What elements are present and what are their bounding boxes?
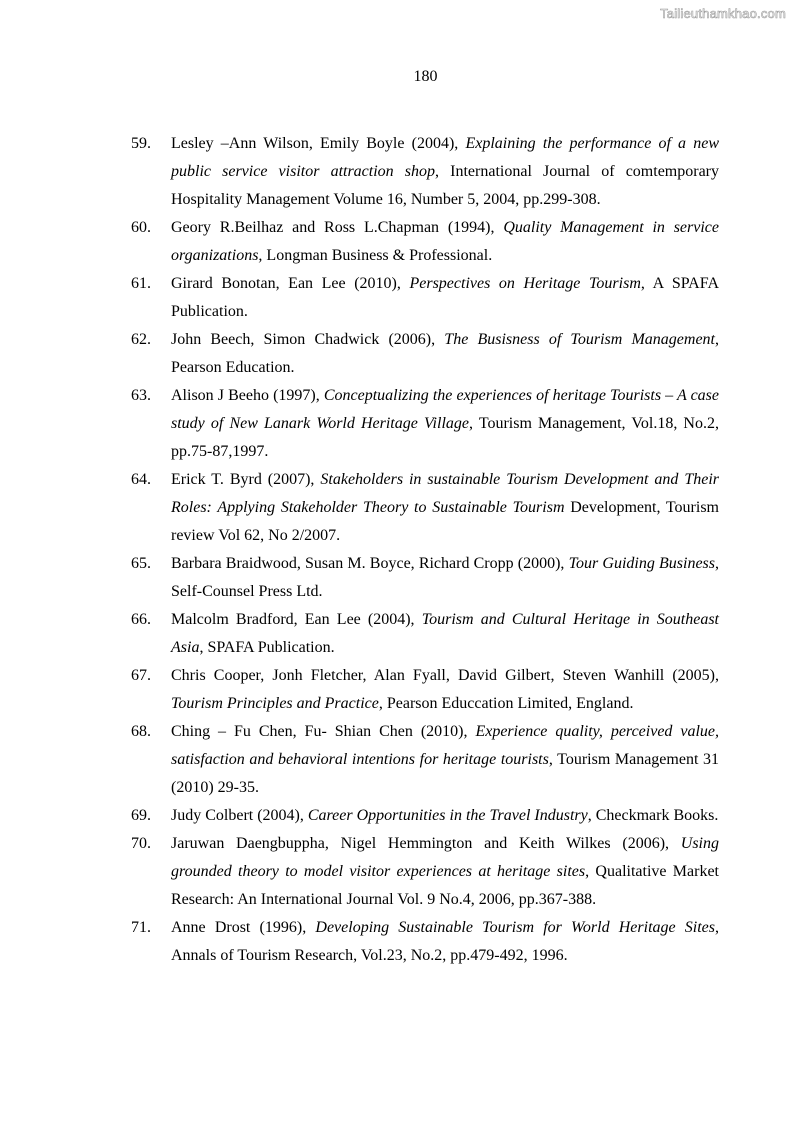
reference-text xyxy=(171,135,719,208)
reference-text xyxy=(171,807,718,824)
reference-number: 71. xyxy=(131,919,151,936)
reference-segment: Ching – Fu Chen, Fu- Shian Chen (2010), xyxy=(171,723,476,740)
reference-item xyxy=(131,270,719,326)
reference-item xyxy=(131,382,719,466)
reference-item xyxy=(131,550,719,606)
reference-title: The Busisness of Tourism Management xyxy=(444,331,715,348)
reference-list xyxy=(131,130,719,970)
reference-item xyxy=(131,830,719,914)
watermark: Tailieuthamkhao.com xyxy=(660,6,786,21)
reference-title: Conceptualizing the experiences of heritage Tourists – A case study of New Lanark World Heritage Village xyxy=(171,387,719,432)
reference-title: Experience quality, perceived value, satisfaction and behavioral intentions for heritage tourists xyxy=(171,723,720,768)
reference-number: 70. xyxy=(131,835,151,852)
reference-title: Tour Guiding Business xyxy=(568,555,715,572)
reference-title: Stakeholders in sustainable Tourism Development and Their Roles: Applying Stakeholder Theory to Sustainable Tourism xyxy=(171,471,719,516)
reference-title: Tourism and Cultural Heritage in Southeast Asia xyxy=(171,611,720,656)
reference-segment: Development, Tourism review Vol 62, No 2/2007. xyxy=(171,499,719,544)
reference-segment: Alison J Beeho (1997), xyxy=(171,387,324,404)
reference-item xyxy=(131,662,719,718)
reference-text xyxy=(171,387,719,460)
reference-segment: , Self-Counsel Press Ltd. xyxy=(171,555,719,600)
reference-item xyxy=(131,326,719,382)
reference-segment: , SPAFA Publication. xyxy=(199,639,335,656)
reference-number: 69. xyxy=(131,807,151,824)
reference-segment: , Pearson Education. xyxy=(171,331,719,376)
reference-number: 68. xyxy=(131,723,151,740)
reference-item xyxy=(131,130,719,214)
reference-segment: Malcolm Bradford, Ean Lee (2004), xyxy=(171,611,422,628)
reference-title: Perspectives on Heritage Tourism xyxy=(409,275,641,292)
reference-segment: Geory R.Beilhaz and Ross L.Chapman (1994), xyxy=(171,219,504,236)
page-number: 180 xyxy=(413,68,438,85)
reference-number: 66. xyxy=(131,611,151,628)
reference-segment: , Checkmark Books. xyxy=(587,807,719,824)
reference-segment: , Tourism Management 31 (2010) 29-35. xyxy=(171,751,719,796)
reference-segment: , Annals of Tourism Research, Vol.23, No.2, pp.479-492, 1996. xyxy=(171,919,720,964)
reference-item xyxy=(131,214,719,270)
reference-item xyxy=(131,606,719,662)
reference-item xyxy=(131,466,719,550)
reference-title: Career Opportunities in the Travel Industry xyxy=(307,807,588,824)
reference-text xyxy=(171,471,719,544)
reference-segment: , Pearson Educcation Limited, England. xyxy=(378,695,634,712)
reference-title: Developing Sustainable Tourism for World Heritage Sites xyxy=(315,919,716,936)
reference-segment: Erick T. Byrd (2007), xyxy=(171,471,321,488)
reference-segment: , Qualitative Market Research: An International Journal Vol. 9 No.4, 2006, pp.367-388. xyxy=(171,863,720,908)
reference-item xyxy=(131,914,719,970)
reference-segment: , A SPAFA Publication. xyxy=(171,275,720,320)
reference-text xyxy=(171,667,719,712)
reference-item xyxy=(131,802,719,830)
reference-number: 63. xyxy=(131,387,151,404)
reference-segment: Jaruwan Daengbuppha, Nigel Hemmington and Keith Wilkes (2006), xyxy=(171,835,681,852)
reference-title: Explaining the performance of a new public service visitor attraction shop xyxy=(171,135,719,180)
reference-segment: , International Journal of comtemporary Hospitality Management Volume 16, Number 5, 2004, pp.299-308. xyxy=(171,163,719,208)
reference-text xyxy=(171,919,719,964)
reference-number: 60. xyxy=(131,219,151,236)
reference-number: 61. xyxy=(131,275,151,292)
reference-segment: Anne Drost (1996), xyxy=(171,919,316,936)
reference-text xyxy=(171,331,719,376)
reference-segment: John Beech, Simon Chadwick (2006), xyxy=(171,331,445,348)
reference-number: 67. xyxy=(131,667,151,684)
reference-segment: Chris Cooper, Jonh Fletcher, Alan Fyall, David Gilbert, Steven Wanhill (2005), xyxy=(171,667,719,684)
reference-number: 59. xyxy=(131,135,151,152)
reference-item xyxy=(131,718,719,802)
reference-segment: , Tourism Management, Vol.18, No.2, pp.75-87,1997. xyxy=(171,415,719,460)
reference-title: Quality Management in service organizations, xyxy=(171,219,719,264)
reference-segment: Longman Business & Professional. xyxy=(262,247,493,264)
reference-text xyxy=(171,219,719,264)
reference-segment: Barbara Braidwood, Susan M. Boyce, Richard Cropp (2000), xyxy=(171,555,569,572)
reference-text xyxy=(171,611,719,656)
reference-segment: Girard Bonotan, Ean Lee (2010), xyxy=(171,275,410,292)
reference-number: 64. xyxy=(131,471,151,488)
reference-text xyxy=(171,723,719,796)
reference-segment: Judy Colbert (2004), xyxy=(171,807,308,824)
reference-text xyxy=(171,555,719,600)
reference-number: 65. xyxy=(131,555,151,572)
reference-number: 62. xyxy=(131,331,151,348)
reference-title: Tourism Principles and Practice xyxy=(171,695,379,712)
reference-segment: Lesley –Ann Wilson, Emily Boyle (2004), xyxy=(171,135,466,152)
reference-text xyxy=(171,835,719,908)
reference-title: Using grounded theory to model visitor experiences at heritage sites xyxy=(171,835,719,880)
reference-text xyxy=(171,275,719,320)
